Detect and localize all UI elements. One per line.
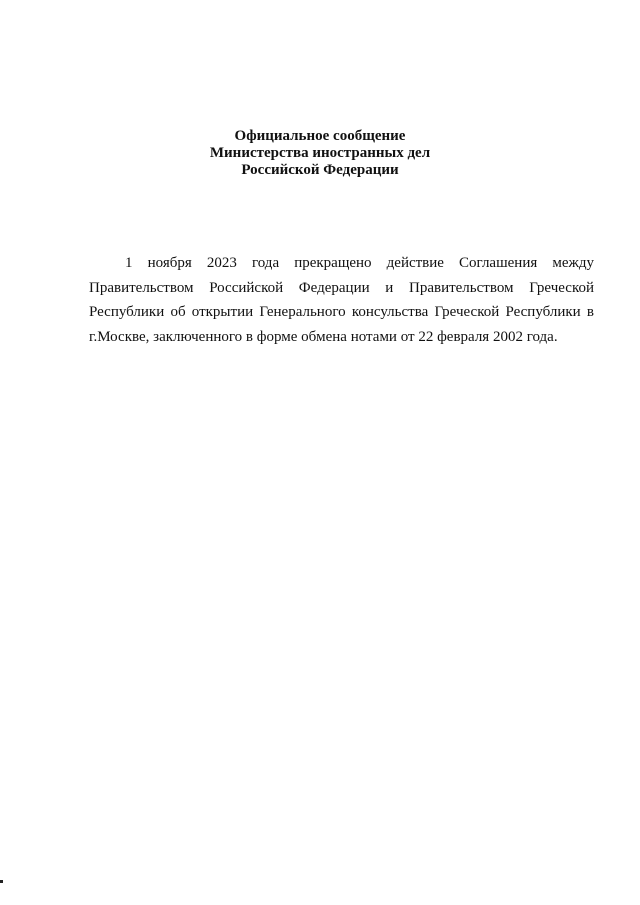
- announcement-paragraph: 1 ноября 2023 года прекращено действие Соглашения между Правительством Российской Федерации и Правительством Греческой Республики об открытии Генерального консульства Греческой Республики в г.Москве, заключенного в форме обмена нотами от 22 февраля 2002 года.: [89, 255, 594, 345]
- heading-line-3: Российской Федерации: [241, 162, 399, 178]
- heading-line-1: Официальное сообщение: [234, 128, 406, 144]
- document-heading: [0, 128, 640, 179]
- scan-edge-mark: [0, 880, 3, 883]
- heading-line-2: Министерства иностранных дел: [209, 145, 431, 161]
